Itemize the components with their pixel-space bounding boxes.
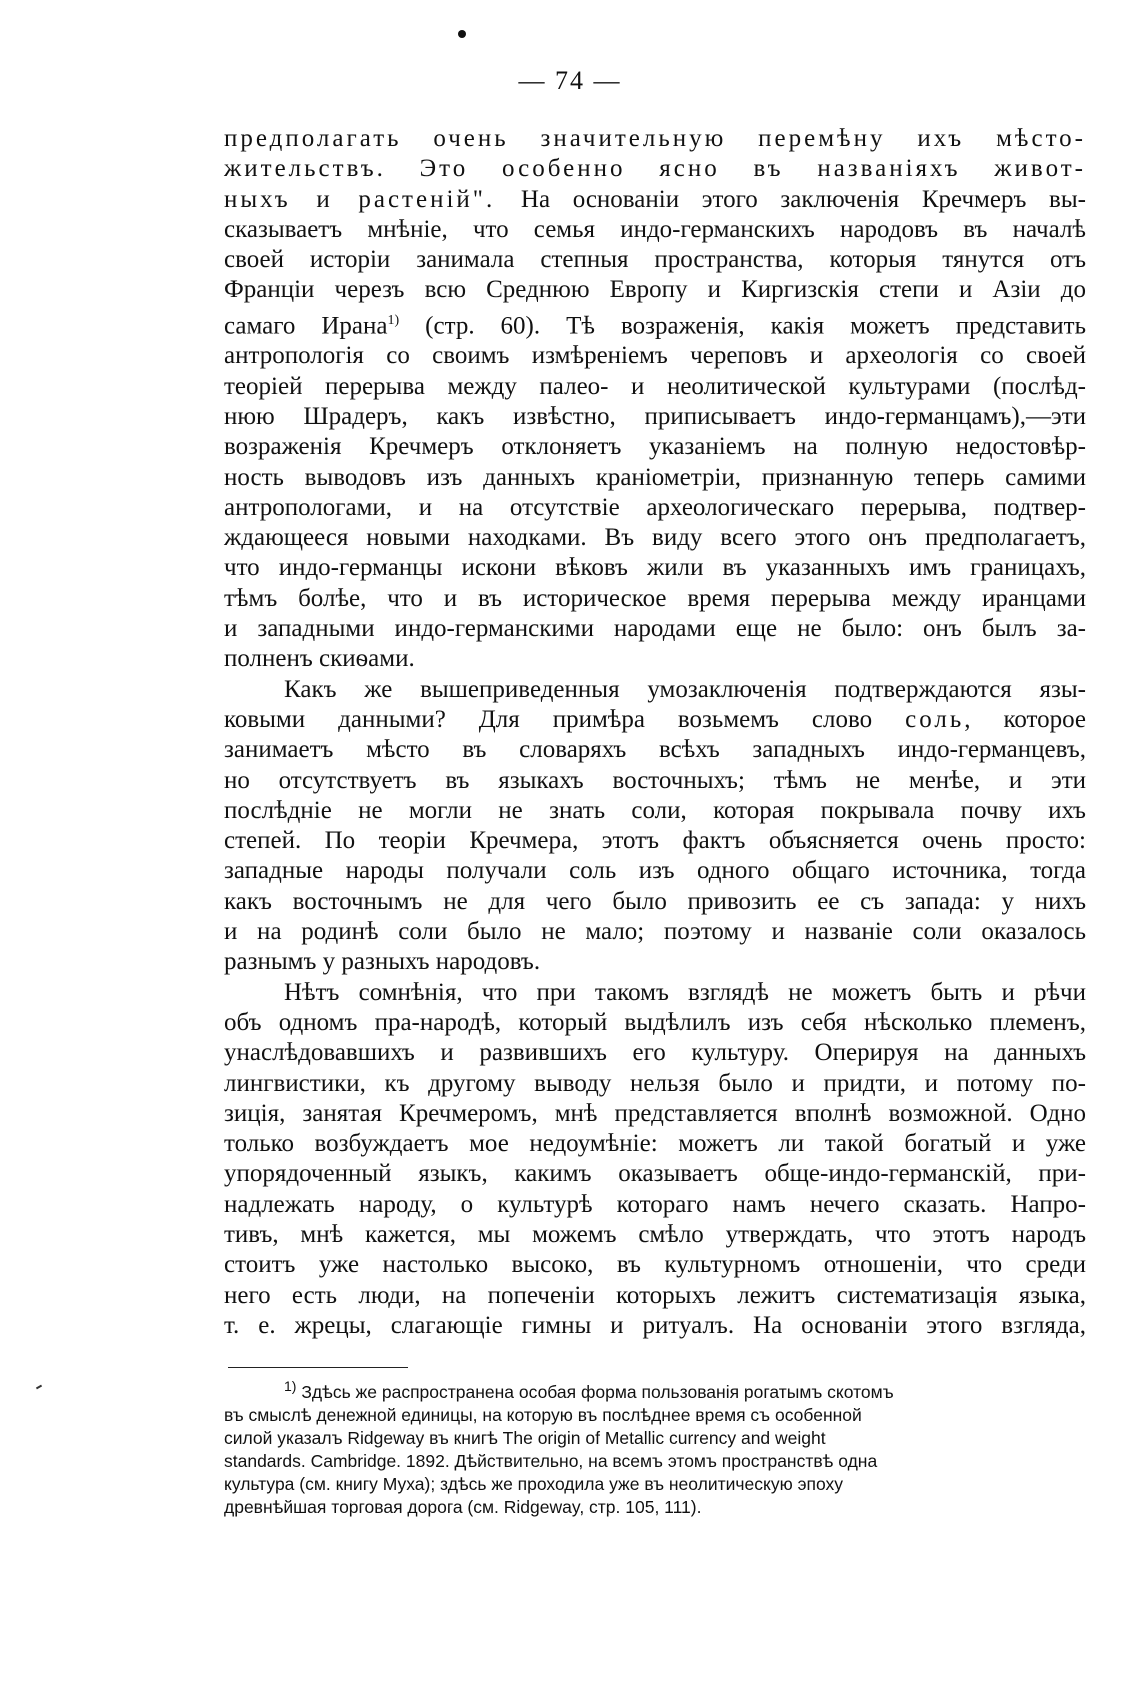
text-line: объ одномъ пра-народѣ, который выдѣлилъ изъ себя нѣсколько племенъ, xyxy=(224,1008,1086,1036)
spaced-text: ныхъ и растеній". xyxy=(224,185,521,213)
text-line: только возбуждаетъ мое недоумѣніе: можетъ ли такой богатый и уже xyxy=(224,1130,1086,1158)
footnote-line xyxy=(224,1375,1086,1404)
text-line: него есть люди, на попеченіи которыхъ лежитъ систематизація языка, xyxy=(224,1281,1086,1309)
text-segment: На основаніи этого заключенія Кречмеръ вы- xyxy=(520,185,1086,213)
footnote-ref: 1) xyxy=(387,312,400,328)
text-line: ность выводовъ изъ данныхъ краніометріи, признанную теперь самими xyxy=(224,463,1086,491)
text-line: тивъ, мнѣ кажется, мы можемъ смѣло утверждать, что этотъ народъ xyxy=(224,1221,1086,1249)
text-line: надлежать народу, о культурѣ котораго намъ нечего сказать. Напро- xyxy=(224,1190,1086,1218)
text-line: какъ восточнымъ не для чего было привозить ее съ запада: у нихъ xyxy=(224,887,1086,915)
footnote-line: въ смыслѣ денежной единицы, на которую въ послѣднее время съ особенной xyxy=(224,1404,862,1425)
text-line: полненъ скиѳами. xyxy=(224,645,415,673)
text-line: ждающееся новыми находками. Въ виду всего этого онъ предполагаетъ, xyxy=(224,524,1086,552)
text-line: унаслѣдовавшихъ и развившихъ его культуру. Оперируя на данныхъ xyxy=(224,1039,1086,1067)
text-line: своей исторіи занимала степныя пространства, которыя тянутся отъ xyxy=(224,246,1086,274)
text-line: Франціи черезъ всю Среднюю Европу и Киргизскія степи и Азіи до xyxy=(224,276,1086,304)
text-line: разнымъ у разныхъ народовъ. xyxy=(224,948,541,976)
footnote-text: Здѣсь же распространена особая форма пользованія рогатымъ скотомъ xyxy=(296,1381,894,1402)
text-line: тѣмъ болѣе, что и въ историческое время перерыва между иранцами xyxy=(224,584,1086,612)
page-number: — 74 — xyxy=(0,66,1140,96)
text-segment: самаго Ирана xyxy=(224,312,388,340)
text-line: но отсутствуетъ въ языкахъ восточныхъ; тѣмъ не менѣе, и эти xyxy=(224,766,1086,794)
text-line: предполагать очень значительную перемѣну ихъ мѣсто- xyxy=(224,125,1086,152)
text-line: и западными индо-германскими народами еще не было: онъ былъ за- xyxy=(224,615,1086,643)
text-line: теоріей перерыва между палео- и неолитической культурами (послѣд- xyxy=(224,372,1086,400)
text-segment: , которое xyxy=(964,705,1086,733)
text-line: антропологами, и на отсутствіе археологическаго перерыва, подтвер- xyxy=(224,493,1086,521)
footnote-line: древнѣйшая торговая дорога (см. Ridgeway, стр. 105, 111). xyxy=(224,1496,702,1517)
text-line: жительствъ. Это особенно ясно въ названіяхъ живот- xyxy=(224,155,1086,183)
text-line: западные народы получали соль изъ одного общаго источника, тогда xyxy=(224,857,1086,885)
text-line: нюю Шрадеръ, какъ извѣстно, приписываетъ индо-германцамъ),—эти xyxy=(224,403,1086,430)
margin-mark xyxy=(36,1385,42,1390)
text-line: лингвистики, къ другому выводу нельзя было и придти, и потому по- xyxy=(224,1069,1086,1097)
text-segment: (стр. 60). Тѣ возраженія, какія можетъ представить xyxy=(399,312,1086,340)
text-line: сказываетъ мнѣніе, что семья индо-германскихъ народовъ въ началѣ xyxy=(224,215,1086,243)
text-line: упорядоченный языкъ, какимъ оказываетъ обще-индо-германскій, при- xyxy=(224,1160,1086,1188)
emphasized-word: соль xyxy=(905,705,965,733)
text-line: зиція, занятая Кречмеромъ, мнѣ представляется вполнѣ возможной. Одно xyxy=(224,1099,1086,1127)
text-line: Нѣтъ сомнѣнія, что при такомъ взглядѣ не можетъ быть и рѣчи xyxy=(284,978,1086,1006)
text-line: и на родинѣ соли было не мало; поэтому и названіе соли оказалось xyxy=(224,918,1086,946)
footnote-line: культура (см. книгу Муха); здѣсь же проходила уже въ неолитическую эпоху xyxy=(224,1473,844,1494)
footnote-line: силой указалъ Ridgeway въ книгѣ The origin of Metallic currency and weight xyxy=(224,1427,826,1448)
text-line: Какъ же вышеприведенныя умозаключенія подтверждаются язы- xyxy=(284,675,1086,703)
text-line xyxy=(224,705,1086,735)
footnote-line: standards. Cambridge. 1892. Дѣйствительно, на всемъ этомъ пространствѣ одна xyxy=(224,1450,878,1471)
footnotes xyxy=(224,1375,1086,1519)
main-text xyxy=(224,124,1086,1341)
text-line: что индо-германцы искони вѣковъ жили въ указанныхъ имъ границахъ, xyxy=(224,554,1086,582)
text-line: послѣдніе не могли не знать соли, которая покрывала почву ихъ xyxy=(224,796,1086,824)
text-line xyxy=(224,185,1086,215)
text-line: стоитъ уже настолько высоко, въ культурномъ отношеніи, что среди xyxy=(224,1251,1086,1279)
footnote-marker: 1) xyxy=(284,1378,297,1394)
text-line: т. е. жрецы, слагающіе гимны и ритуалъ. На основаніи этого взгляда, xyxy=(224,1311,1086,1339)
text-line: возраженія Кречмеръ отклоняетъ указаніемъ на полную недостовѣр- xyxy=(224,433,1086,461)
footnote-divider xyxy=(228,1367,408,1368)
text-segment: ковыми данными? Для примѣра возьмемъ слово xyxy=(224,705,906,733)
text-line: степей. По теоріи Кречмера, этотъ фактъ объясняется очень просто: xyxy=(224,827,1086,855)
ink-dot xyxy=(458,30,466,38)
text-line xyxy=(224,306,1086,342)
text-line: занимаетъ мѣсто въ словаряхъ всѣхъ западныхъ индо-германцевъ, xyxy=(224,736,1086,764)
text-line: антропологія со своимъ измѣреніемъ череповъ и археологія со своей xyxy=(224,342,1086,370)
